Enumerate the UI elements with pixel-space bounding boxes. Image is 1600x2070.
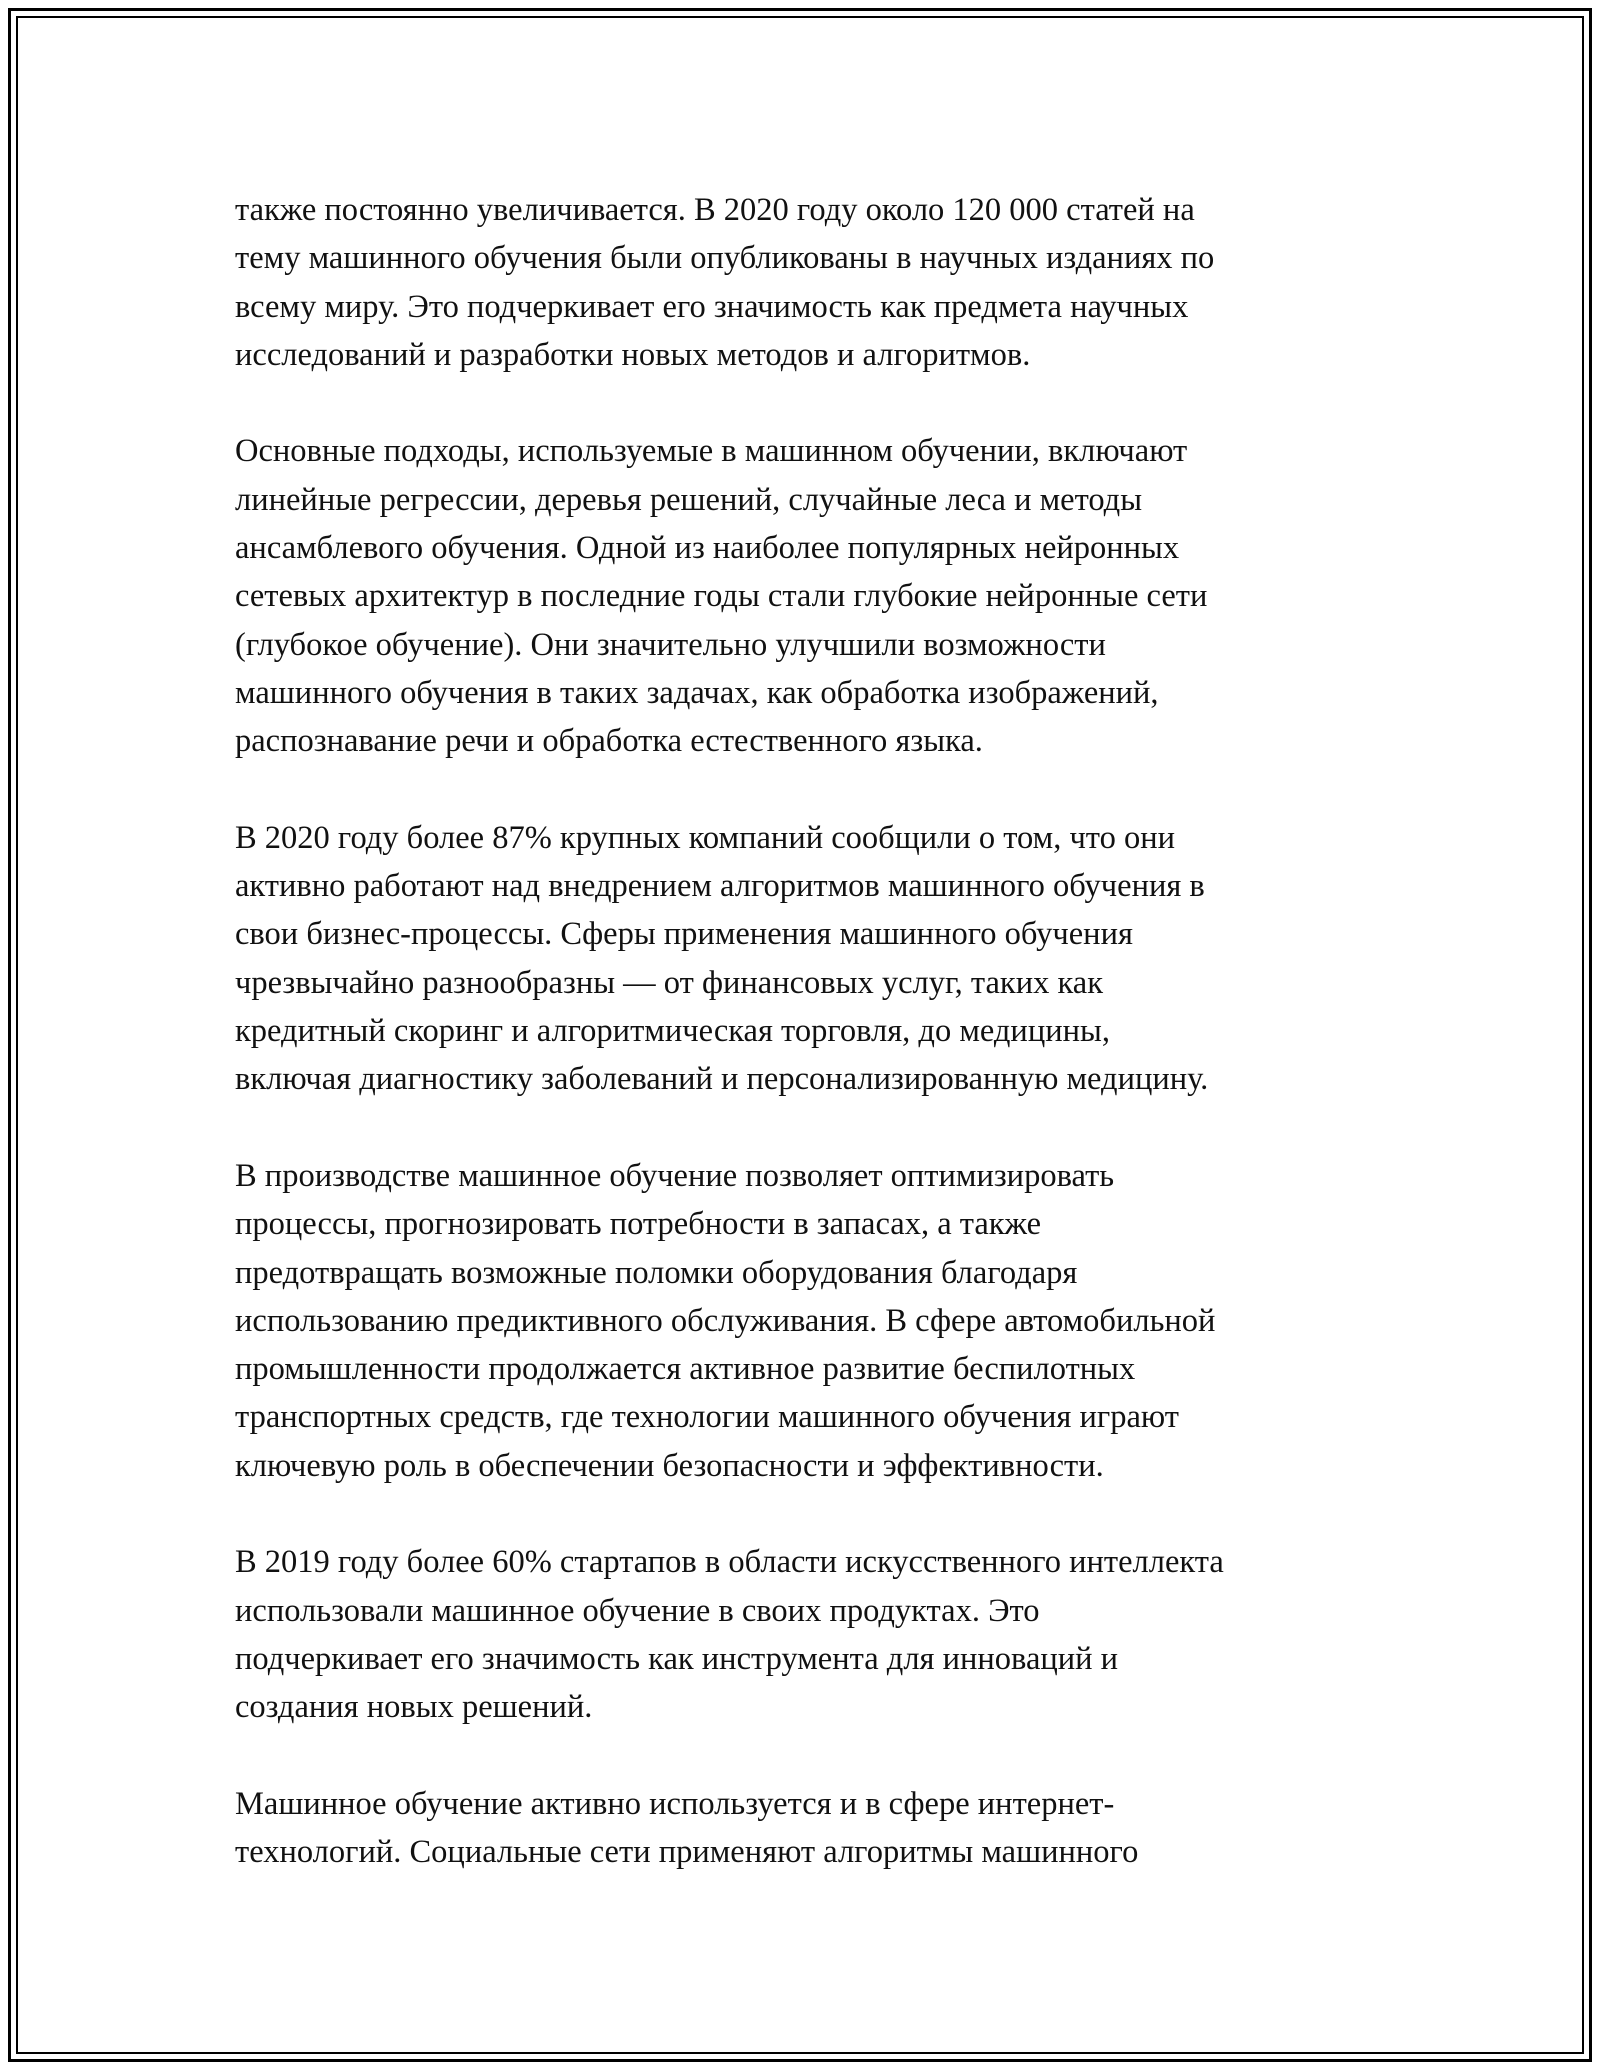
text-line: В 2020 году более 87% крупных компаний сообщили о том, что они [235,819,1175,856]
text-line: линейные регрессии, деревья решений, случайные леса и методы [235,481,1143,518]
text-line: использовали машинное обучение в своих продуктах. Это [235,1592,1040,1629]
text-line: исследований и разработки новых методов и алгоритмов. [235,336,1031,373]
paragraph [235,427,1365,765]
paragraph [235,814,1365,1104]
text-line: ансамблевого обучения. Одной из наиболее популярных нейронных [235,530,1180,567]
text-line: ключевую роль в обеспечении безопасности и эффективности. [235,1447,1104,1484]
text-line: транспортных средств, где технологии машинного обучения играют [235,1399,1179,1436]
text-line: процессы, прогнозировать потребности в запасах, а также [235,1206,1042,1243]
text-line: (глубокое обучение). Они значительно улучшили возможности [235,626,1106,663]
text-line: В 2019 году более 60% стартапов в области искусственного интеллекта [235,1544,1224,1581]
text-line: всему миру. Это подчеркивает его значимость как предмета научных [235,288,1189,325]
paragraph [235,186,1365,379]
paragraph [235,1538,1365,1731]
text-line: машинного обучения в таких задачах, как обработка изображений, [235,674,1159,711]
text-line: распознавание речи и обработка естественного языка. [235,723,983,760]
document-body [235,186,1365,1925]
paragraph [235,1780,1365,1877]
text-line: подчеркивает его значимость как инструмента для инноваций и [235,1640,1119,1677]
text-line: свои бизнес-процессы. Сферы применения машинного обучения [235,916,1133,953]
text-line: Машинное обучение активно используется и в сфере интернет- [235,1785,1115,1822]
text-line: промышленности продолжается активное развитие беспилотных [235,1351,1136,1388]
text-line: чрезвычайно разнообразны — от финансовых услуг, таких как [235,964,1103,1001]
text-line: В производстве машинное обучение позволяет оптимизировать [235,1157,1115,1194]
paragraph [235,1152,1365,1490]
text-line: предотвращать возможные поломки оборудования благодаря [235,1254,1078,1291]
text-line: Основные подходы, используемые в машинном обучении, включают [235,433,1188,470]
text-line: включая диагностику заболеваний и персонализированную медицину. [235,1061,1209,1098]
text-line: сетевых архитектур в последние годы стали глубокие нейронные сети [235,578,1208,615]
text-line: создания новых решений. [235,1689,593,1726]
text-line: также постоянно увеличивается. В 2020 году около 120 000 статей на [235,192,1195,228]
text-line: кредитный скоринг и алгоритмическая торговля, до медицины, [235,1013,1110,1050]
text-line: использованию предиктивного обслуживания. В сфере автомобильной [235,1302,1216,1339]
text-line: тему машинного обучения были опубликованы в научных изданиях по [235,240,1215,277]
text-line: активно работают над внедрением алгоритмов машинного обучения в [235,868,1205,905]
text-line: технологий. Социальные сети применяют алгоритмы машинного [235,1834,1139,1871]
